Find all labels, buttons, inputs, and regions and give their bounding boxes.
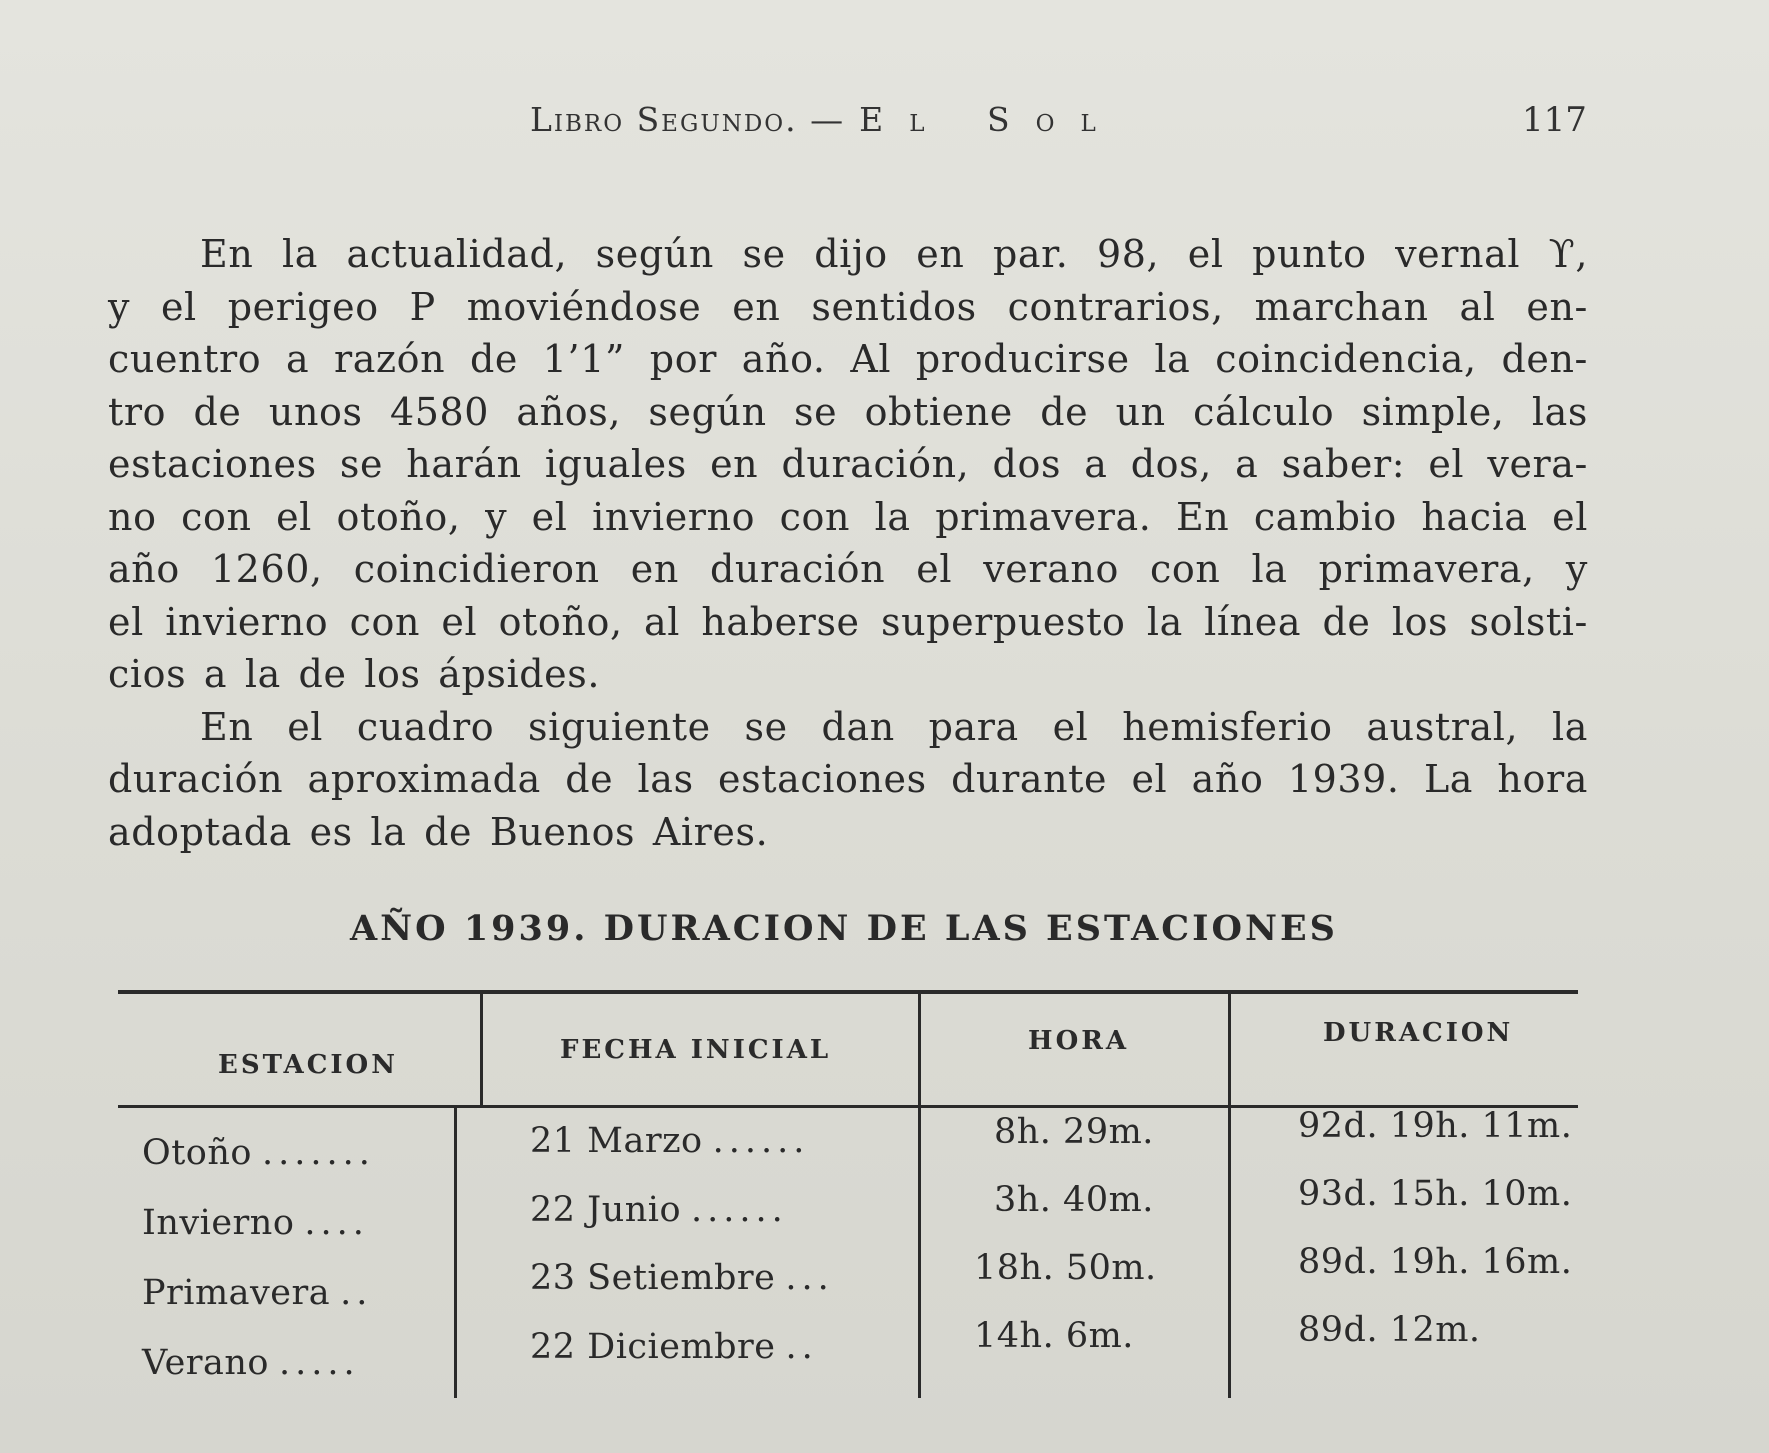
text-line: En el cuadro siguiente se dan para el hemisferio austral, la xyxy=(200,704,1588,749)
table-cell-hora: 18h. 50m. xyxy=(974,1248,1157,1288)
text-line: En la actualidad, según se dijo en par. 98, el punto vernal ϒ, xyxy=(200,232,1588,276)
running-head xyxy=(530,100,1122,139)
seasons-table xyxy=(118,990,1578,1405)
header-duracion: DURACION xyxy=(1323,1018,1514,1048)
text-line: año 1260, coincidieron en duración el verano con la primavera, y xyxy=(108,547,1588,591)
table-cell-duracion: 89d. 19h. 16m. xyxy=(1298,1242,1573,1282)
text-line: cuentro a razón de 1’1” por año. Al producirse la coincidencia, den- xyxy=(108,337,1588,381)
table-cell-duracion: 92d. 19h. 11m. xyxy=(1298,1106,1573,1146)
column-divider xyxy=(918,994,921,1398)
table-cell-estacion: Invierno .... xyxy=(142,1203,369,1243)
table-cell-fecha: 22 Junio ...... xyxy=(530,1190,788,1230)
table-cell-estacion: Primavera .. xyxy=(142,1273,373,1313)
running-head-book: Libro Segundo. — xyxy=(530,100,846,139)
text-line: adoptada es la de Buenos Aires. xyxy=(108,809,769,854)
text-line: y el perigeo P moviéndose en sentidos contrarios, marchan al en- xyxy=(108,284,1588,329)
running-head-chapter: El Sol xyxy=(859,100,1122,139)
text-line: cios a la de los ápsides. xyxy=(108,652,601,696)
text-line: estaciones se harán iguales en duración, dos a dos, a saber: el vera- xyxy=(108,442,1588,486)
table-top-rule xyxy=(118,990,1578,994)
table-cell-hora: 3h. 40m. xyxy=(994,1180,1154,1220)
table-cell-duracion: 89d. 12m. xyxy=(1298,1310,1481,1350)
text-line: no con el otoño, y el invierno con la primavera. En cambio hacia el xyxy=(108,494,1588,539)
body-text xyxy=(108,228,1588,858)
page-number: 117 xyxy=(1522,100,1587,140)
table-cell-fecha: 23 Setiembre ... xyxy=(530,1258,834,1298)
header-fecha-inicial: FECHA INICIAL xyxy=(560,1035,832,1065)
page-header xyxy=(0,100,1769,160)
header-estacion: ESTACION xyxy=(218,1050,398,1080)
text-line: tro de unos 4580 años, según se obtiene de un cálculo simple, las xyxy=(108,389,1588,434)
table-cell-fecha: 21 Marzo ...... xyxy=(530,1121,810,1161)
column-divider xyxy=(454,1108,457,1398)
table-cell-estacion: Verano ..... xyxy=(142,1343,360,1383)
column-divider xyxy=(1228,994,1231,1398)
column-divider xyxy=(480,994,483,1105)
header-hora: HORA xyxy=(1028,1026,1129,1056)
table-cell-fecha: 22 Diciembre .. xyxy=(530,1327,818,1367)
table-cell-estacion: Otoño ....... xyxy=(142,1133,375,1173)
table-cell-duracion: 93d. 15h. 10m. xyxy=(1298,1174,1573,1214)
table-cell-hora: 8h. 29m. xyxy=(994,1112,1154,1152)
text-line: duración aproximada de las estaciones durante el año 1939. La hora xyxy=(108,757,1588,801)
text-line: el invierno con el otoño, al haberse superpuesto la línea de los solsti- xyxy=(108,599,1588,644)
table-cell-hora: 14h. 6m. xyxy=(974,1316,1134,1356)
table-title: AÑO 1939. DURACION DE LAS ESTACIONES xyxy=(350,908,1338,949)
